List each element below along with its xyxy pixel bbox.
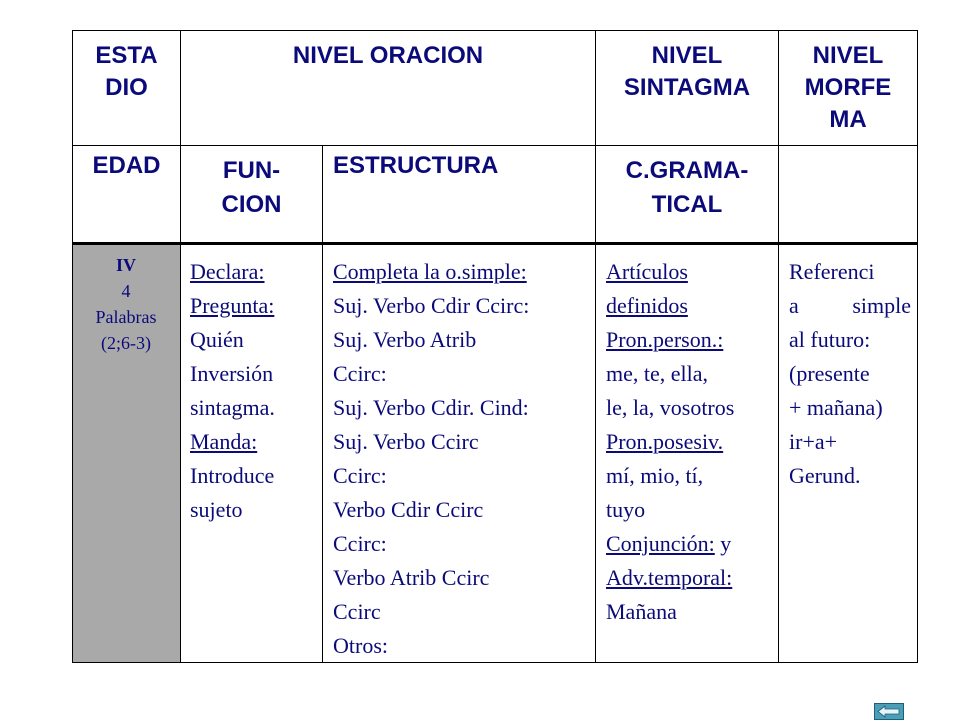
funcion-line-text: Pregunta: xyxy=(190,293,275,318)
categoria-cell xyxy=(606,255,776,629)
estructura-line-text: Verbo Cdir Ccirc xyxy=(333,497,484,522)
categoria-line xyxy=(606,595,776,629)
morfema-cell xyxy=(789,255,911,493)
estructura-line xyxy=(333,425,591,459)
categoria-line-text: Pron.person.: xyxy=(606,327,724,352)
stage-roman: IV xyxy=(115,255,136,275)
categoria-line-text: definidos xyxy=(606,293,688,318)
header-nivel-morfema: NIVEL MORFE MA xyxy=(804,42,892,133)
estructura-line-text: Otros: xyxy=(333,633,388,658)
estructura-line xyxy=(333,629,591,663)
table-border-right xyxy=(917,30,918,663)
estructura-line-text: Suj. Verbo Cdir Ccirc: xyxy=(333,293,530,318)
header-nivel-sintagma: NIVEL SINTAGMA xyxy=(623,42,751,101)
estructura-line xyxy=(333,595,591,629)
column-divider-1 xyxy=(180,30,181,663)
funcion-line xyxy=(190,459,318,493)
morfema-line xyxy=(789,425,911,459)
morfema-word: simple xyxy=(852,293,911,318)
funcion-line-text: Quién xyxy=(190,327,244,352)
estructura-line xyxy=(333,289,591,323)
estructura-line-text: Ccirc: xyxy=(333,531,387,556)
categoria-line-text: mí, mio, tí, xyxy=(606,463,704,488)
categoria-line xyxy=(606,459,776,493)
estructura-line xyxy=(333,357,591,391)
estructura-line-text: Suj. Verbo Atrib xyxy=(333,327,477,352)
categoria-line-text: y xyxy=(714,531,732,556)
funcion-line xyxy=(190,357,318,391)
estructura-line-text: Suj. Verbo Ccirc xyxy=(333,429,479,454)
estructura-line xyxy=(333,391,591,425)
funcion-line-text: sintagma. xyxy=(190,395,275,420)
morfema-line-text: al futuro: xyxy=(789,327,871,352)
morfema-line xyxy=(789,289,911,323)
funcion-line-text: Introduce xyxy=(190,463,275,488)
categoria-line-text: le, la, vosotros xyxy=(606,395,735,420)
funcion-line-text: Manda: xyxy=(190,429,258,454)
morfema-line xyxy=(789,255,911,289)
categoria-line-text: Artículos xyxy=(606,259,688,284)
categoria-line xyxy=(606,425,776,459)
funcion-line xyxy=(190,289,318,323)
stage-age: (2;6-3) xyxy=(101,333,151,353)
back-arrow-icon xyxy=(877,705,901,718)
estructura-line xyxy=(333,459,591,493)
morfema-line-text xyxy=(789,289,911,323)
categoria-line xyxy=(606,391,776,425)
column-divider-3 xyxy=(595,30,596,663)
categoria-line xyxy=(606,527,776,561)
categoria-line-text: Adv.temporal: xyxy=(606,565,733,590)
estructura-line-text: Completa la o.simple: xyxy=(333,259,527,284)
funcion-line xyxy=(190,425,318,459)
morfema-word: a xyxy=(789,293,799,318)
stage-label: Palabras xyxy=(95,307,157,327)
back-button[interactable] xyxy=(874,703,904,720)
stage-number: 4 xyxy=(121,281,131,301)
categoria-line-text: Conjunción: xyxy=(606,531,715,556)
categoria-line xyxy=(606,493,776,527)
header-categoria-gramatical: C.GRAMA- TICAL xyxy=(625,157,749,218)
estructura-line-text: Ccirc xyxy=(333,599,381,624)
morfema-line-text: (presente xyxy=(789,361,870,386)
morfema-line-text: Gerund. xyxy=(789,463,861,488)
categoria-line xyxy=(606,357,776,391)
categoria-line xyxy=(606,561,776,595)
stage-cell xyxy=(72,252,180,356)
categoria-line-text: tuyo xyxy=(606,497,646,522)
funcion-line xyxy=(190,391,318,425)
estructura-line-text: Ccirc: xyxy=(333,361,387,386)
estructura-line-text: Verbo Atrib Ccirc xyxy=(333,565,490,590)
morfema-line-text: Referenci xyxy=(789,259,875,284)
estructura-line xyxy=(333,493,591,527)
header-edad: EDAD xyxy=(92,152,161,179)
funcion-line xyxy=(190,493,318,527)
morfema-line xyxy=(789,391,911,425)
funcion-cell xyxy=(190,255,318,527)
funcion-line-text: Declara: xyxy=(190,259,265,284)
morfema-line xyxy=(789,459,911,493)
column-divider-2 xyxy=(322,145,323,663)
estructura-line xyxy=(333,561,591,595)
header-body-divider xyxy=(72,242,918,245)
estructura-line xyxy=(333,527,591,561)
categoria-line-text: me, te, ella, xyxy=(606,361,709,386)
table-border-top xyxy=(72,30,918,31)
header-estructura: ESTRUCTURA xyxy=(333,152,499,179)
estructura-line-text: Suj. Verbo Cdir. Cind: xyxy=(333,395,529,420)
categoria-line-text: Mañana xyxy=(606,599,677,624)
morfema-line xyxy=(789,357,911,391)
categoria-line xyxy=(606,255,776,289)
header-nivel-oracion: NIVEL ORACION xyxy=(292,42,484,69)
estructura-line-text: Ccirc: xyxy=(333,463,387,488)
funcion-line-text: sujeto xyxy=(190,497,243,522)
categoria-line-text: Pron.posesiv. xyxy=(606,429,724,454)
morfema-line xyxy=(789,323,911,357)
header-funcion: FUN- CION xyxy=(221,157,282,218)
estructura-cell xyxy=(333,255,591,663)
funcion-line xyxy=(190,255,318,289)
morfema-line-text: + mañana) xyxy=(789,395,883,420)
header-row-divider xyxy=(72,145,918,146)
morfema-line-text: ir+a+ xyxy=(789,429,838,454)
header-estadio: ESTA DIO xyxy=(95,42,158,101)
estructura-line xyxy=(333,323,591,357)
funcion-line-text: Inversión xyxy=(190,361,274,386)
categoria-line xyxy=(606,289,776,323)
categoria-line xyxy=(606,323,776,357)
estructura-line xyxy=(333,255,591,289)
funcion-line xyxy=(190,323,318,357)
